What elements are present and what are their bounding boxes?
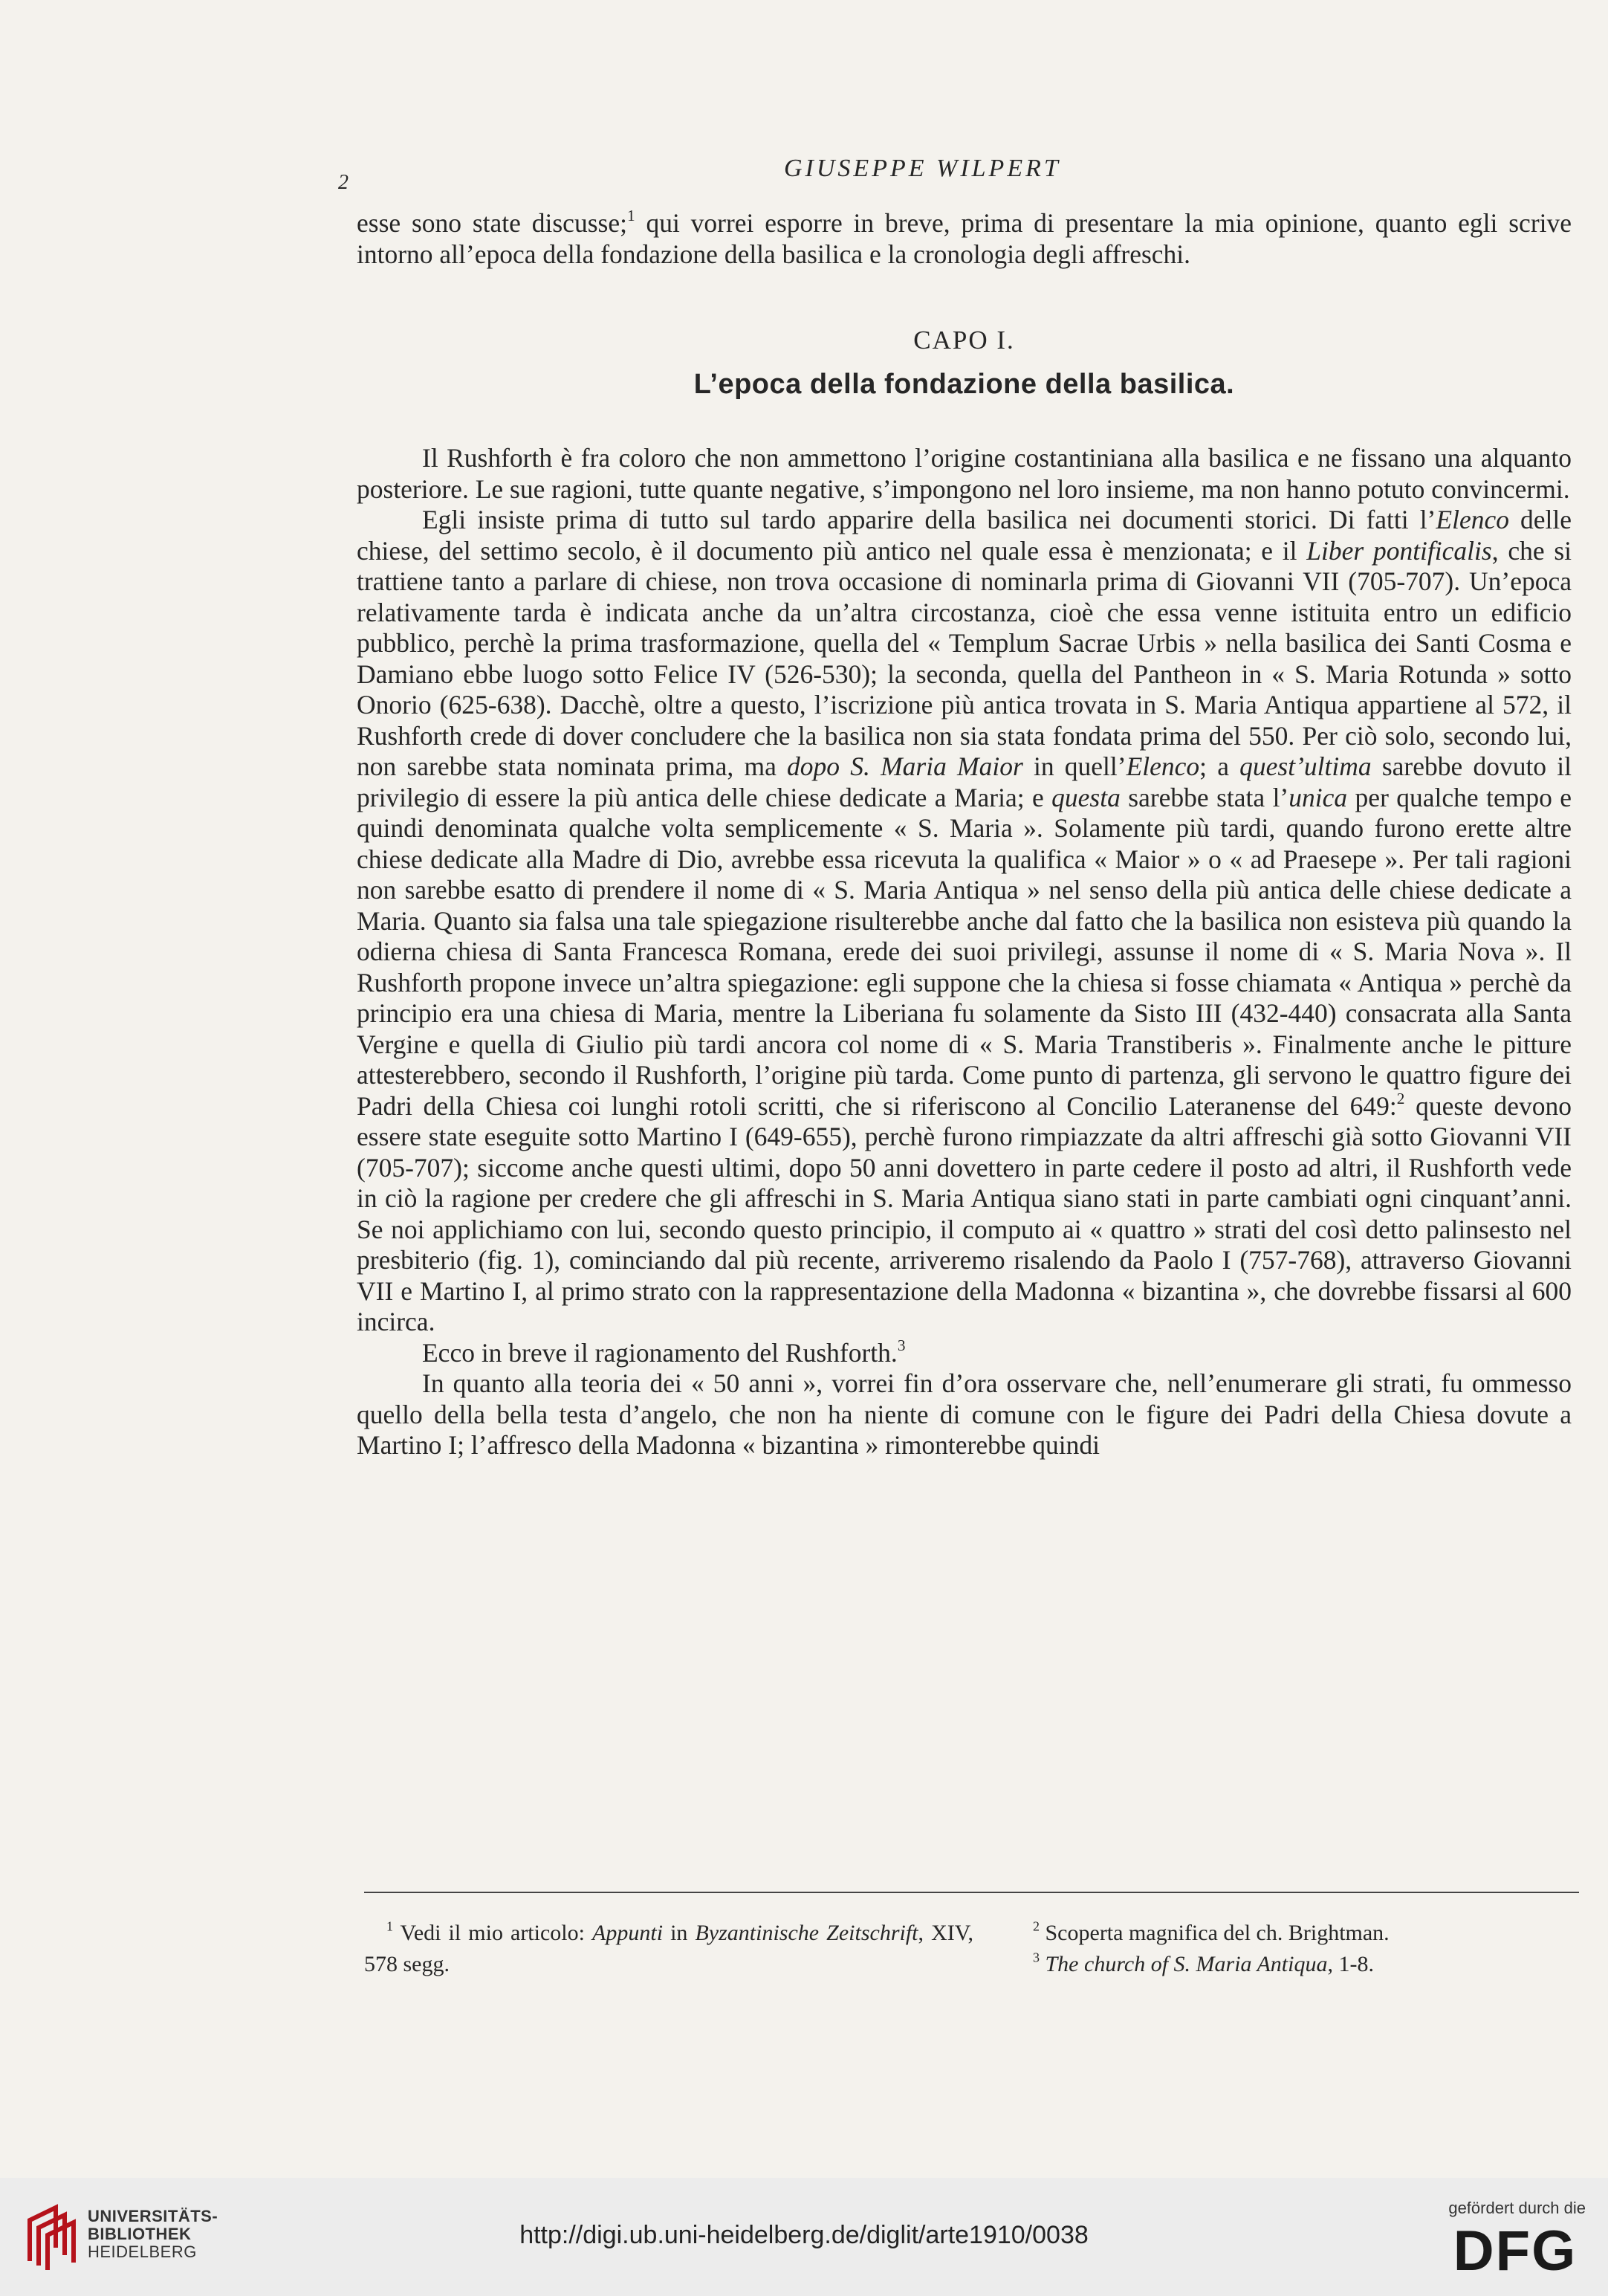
- body-paragraph: [357, 443, 1572, 505]
- footnote-marker: 3: [1033, 1950, 1040, 1965]
- text-run: esse sono state discusse;: [357, 208, 627, 238]
- text-run: , 1-8.: [1327, 1952, 1374, 1976]
- footnote-1: [364, 1918, 973, 1980]
- body-paragraph: [357, 1338, 1572, 1369]
- permalink-url[interactable]: http://digi.ub.uni-heidelberg.de/diglit/arte1910/0038: [519, 2221, 1089, 2249]
- text-run: Vedi il mio articolo:: [393, 1921, 593, 1945]
- footnote-marker: 1: [626, 207, 635, 225]
- text-run: in: [663, 1921, 696, 1945]
- text-run: , XIV, 578 segg.: [364, 1921, 974, 1976]
- text-run: Egli insiste prima di tutto sul tardo apparire della basilica nei documenti storici. Di fatti l’: [422, 505, 1436, 534]
- funded-by-label: gefördert durch die: [1448, 2199, 1586, 2217]
- text-run: delle chiese, del settimo secolo, è il documento più antico nel quale essa è menzionata; e il: [357, 505, 1572, 566]
- italic-text: Byzantinische Zeitschrift: [695, 1921, 918, 1945]
- footnote-column-left: [364, 1918, 973, 1980]
- text-run: Scoperta magnifica del ch. Brightman.: [1040, 1921, 1390, 1945]
- library-name-line-1: UNIVERSITÄTS-: [88, 2207, 218, 2225]
- text-run: [1040, 1952, 1045, 1976]
- text-run: sarebbe dovuto il privilegio di essere la più antica delle chiese dedicate a Maria; e: [357, 751, 1572, 812]
- intro-paragraph: [357, 208, 1572, 270]
- footnote-marker: 2: [1396, 1089, 1405, 1107]
- main-paragraphs: [357, 443, 1572, 1461]
- body-paragraph: [357, 505, 1572, 1338]
- library-name-line-3: HEIDELBERG: [88, 2242, 197, 2261]
- italic-text: The church of S. Maria Antiqua: [1045, 1952, 1328, 1976]
- text-run: Il Rushforth è fra coloro che non ammettono l’origine costantiniana alla basilica e ne fissano una alquanto posteriore. Le sue ragioni, tutte quante negative, s’impongono nel loro insieme, ma non hanno potuto convincermi.: [357, 443, 1572, 504]
- text-run: Ecco in breve il ragionamento del Rushforth.: [422, 1337, 898, 1368]
- italic-text: questa: [1051, 782, 1121, 812]
- italic-text: unica: [1288, 782, 1348, 812]
- footnote-divider: [364, 1892, 1579, 1893]
- italic-text: Appunti: [592, 1921, 664, 1945]
- body-paragraph: [357, 1368, 1572, 1461]
- text-run: qui vorrei esporre in breve, prima di presentare la mia opinione, quanto egli scrive intorno all’epoca della fondazione della basilica e la cronologia degli affreschi.: [357, 208, 1572, 269]
- dfg-logo-text: DFG: [1453, 2224, 1578, 2276]
- text-run: , che si trattiene tanto a parlare di chiese, non trova occasione di nominarla prima di Giovanni VII (705-707). Un’epoca relativamente tarda è indicata anche da un’altra circostanza, cioè che essa venne istituita entro un edificio pubblico, perchè la prima trasformazione, quella del « Templum Sacrae Urbis » nella basilica dei Santi Cosma e Damiano ebbe luogo sotto Felice IV (526-530); la seconda, quella del Pantheon in « S. Maria Rotunda » sotto Onorio (625-638). Dacchè, oltre a questo, l’iscrizione più antica trovata in S. Maria Antiqua appartiene al 572, il Rushforth crede di dover concludere che la basilica non sia stata fondata prima del 550. Per ciò solo, secondo lui, non sarebbe stata nominata prima, ma: [357, 535, 1572, 781]
- page-number: 2: [338, 171, 348, 194]
- footer-bar: [0, 2178, 1608, 2296]
- text-run: In quanto alla teoria dei « 50 anni », vorrei fin d’ora osservare che, nell’enumerare gli strati, fu ommesso quello della bella testa d’angelo, che non ha niente di comune con le figure dei Padri della Chiesa dovute a Martino I; l’affresco della Madonna « bizantina » rimonterebbe quindi: [357, 1368, 1572, 1460]
- italic-text: Elenco: [1126, 751, 1200, 781]
- footnote-column-right: [1033, 1918, 1579, 1980]
- text-run: queste devono essere state eseguite sotto Martino I (649-655), perchè furono rimpiazzate da altri affreschi già sotto Giovanni VII (705-707); siccome anche questi ultimi, dopo 50 anni dovettero in parte cedere il posto ad altri, il Rushforth vede in ciò la ragione per credere che gli affreschi in S. Maria Antiqua siano stati in parte cambiati ogni cinquant’anni. Se noi applichiamo con lui, secondo questo principio, il computo ai « quattro » strati del così detto palinsesto nel presbiterio (fig. 1), cominciando dal più recente, arriveremo risalendo da Paolo I (757-768), attraverso Giovanni VII e Martino I, al primo strato con la rappresentazione della Madonna « bizantina », che dovrebbe fissarsi al 600 incirca.: [357, 1090, 1572, 1336]
- text-run: sarebbe stata l’: [1120, 782, 1289, 812]
- italic-text: quest’ultima: [1239, 751, 1372, 781]
- running-head: [338, 149, 1586, 194]
- italic-text: Liber pontificalis: [1306, 535, 1492, 566]
- italic-text: dopo S. Maria Maior: [787, 751, 1023, 781]
- chapter-number: CAPO I.: [913, 326, 1015, 355]
- running-title: GIUSEPPE WILPERT: [784, 155, 1061, 182]
- text-run: per qualche tempo e quindi denominata qualche volta semplicemente « S. Maria ». Solamente più tardi, quando furono erette altre chiese dedicate alla Madre di Dio, avrebbe essa ricevuta la qualifica « Maior » o « ad Praesepe ». Per tali ragioni non sarebbe esatto di prendere il nome di « S. Maria Antiqua » nel senso della più antica delle chiese dedicate a Maria. Quanto sia falsa una tale spiegazione risulterebbe anche dal fatto che la basilica non esisteva più quando la odierna chiesa di Santa Francesca Romana, erede dei suoi privilegi, assunse il nome di « S. Maria Nova ». Il Rushforth propone invece un’altra spiegazione: egli suppone che la chiesa si fosse chiamata « Antiqua » perchè da principio era una chiesa di Maria, mentre la Liberiana fu solamente da Sisto III (432-440) consacrata alla Santa Vergine e quella di Giulio più tardi ancora col nome di « S. Maria Transtiberis ». Finalmente anche le pitture attesterebbero, secondo il Rushforth, l’origine più tarda. Come punto di partenza, gli servono le quattro figure dei Padri della Chiesa coi lunghi rotoli scritti, che si riferiscono al Concilio Lateranense del 649:: [357, 782, 1572, 1121]
- footnote-marker: 2: [1033, 1918, 1040, 1934]
- text-run: ; a: [1199, 751, 1240, 781]
- footnote-2: [1033, 1918, 1579, 1949]
- footnote-marker: 1: [386, 1918, 393, 1934]
- body-text: [357, 208, 1572, 1461]
- footnote-3: [1033, 1949, 1579, 1980]
- footnote-marker: 3: [897, 1336, 906, 1354]
- chapter-title: L’epoca della fondazione della basilica.: [693, 368, 1235, 400]
- italic-text: Elenco: [1436, 505, 1509, 534]
- library-name-line-2: BIBLIOTHEK: [88, 2225, 192, 2243]
- dfg-logo-icon[interactable]: [1445, 2224, 1586, 2276]
- text-run: in quell’: [1022, 751, 1126, 781]
